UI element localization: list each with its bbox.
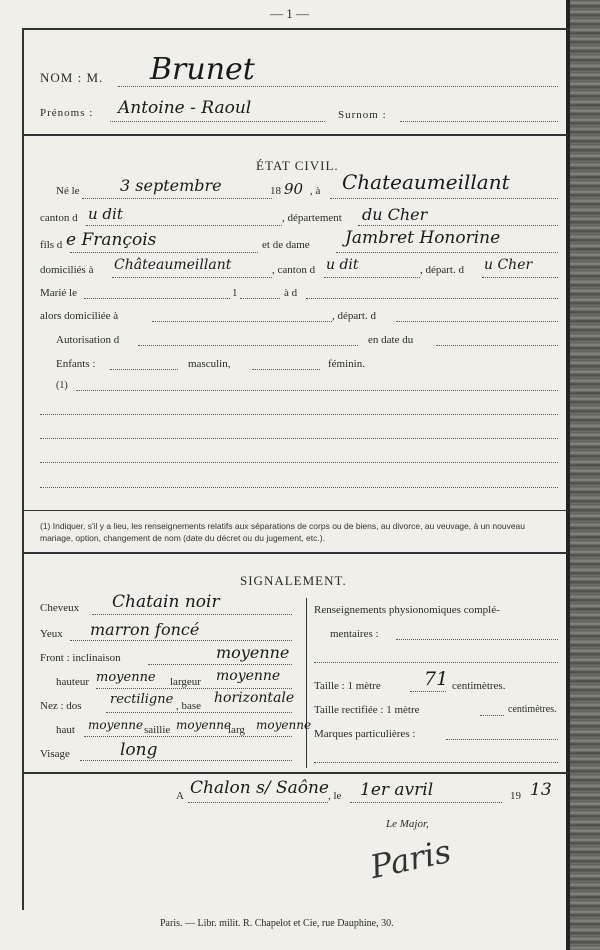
dame-line — [336, 252, 558, 253]
etat-civil-title: ÉTAT CIVIL. — [256, 158, 339, 173]
larg-value: moyenne — [256, 718, 312, 732]
hauteur-label: hauteur — [56, 676, 89, 688]
note-line-2 — [40, 414, 558, 415]
front-label: Front : inclinaison — [40, 652, 121, 664]
printer-footer: Paris. — Libr. milit. R. Chapelot et Cie, rue Dauphine, 30. — [160, 918, 394, 929]
taille-rect-line — [480, 715, 504, 716]
marques-line-2 — [314, 762, 558, 763]
mentaires-line — [396, 639, 558, 640]
feminin-label: féminin. — [328, 358, 365, 370]
enfants-line-2 — [252, 369, 320, 370]
autorisation-line — [138, 345, 358, 346]
hauteur-value: moyenne — [96, 670, 156, 685]
taille-value: 71 — [424, 668, 449, 690]
marie-label: Marié le — [40, 287, 77, 299]
note-line-1 — [76, 390, 558, 391]
hauteur-line — [96, 688, 292, 689]
nez-label: Nez : dos — [40, 700, 82, 712]
date-line — [350, 802, 502, 803]
front-line — [148, 664, 292, 665]
yeux-value: marron foncé — [90, 620, 200, 639]
larg-label: larg — [228, 724, 245, 736]
divider-3 — [24, 772, 568, 774]
marques-line — [446, 739, 558, 740]
a-d-line — [306, 298, 558, 299]
cheveux-value: Chatain noir — [112, 592, 220, 612]
canton2-value: u dit — [326, 257, 359, 273]
departement-line — [358, 225, 558, 226]
saillie-label: saillie — [144, 724, 171, 736]
depart-line — [482, 277, 558, 278]
centimetres-label: centimètres. — [452, 680, 506, 692]
nom-value: Brunet — [150, 52, 255, 87]
depart-label: , départ. d — [420, 264, 464, 276]
prenoms-label: Prénoms : — [40, 107, 94, 119]
note-marker: (1) — [56, 380, 68, 391]
nom-line — [118, 86, 558, 87]
sig-le-label: , le — [328, 790, 342, 802]
fils-value: e François — [66, 230, 157, 250]
nez-line — [106, 712, 292, 713]
canton-label: canton d — [40, 212, 78, 224]
ne-label: Né le — [56, 185, 80, 197]
depart2-line — [396, 321, 558, 322]
largeur-label: largeur — [170, 676, 201, 688]
marques-label: Marques particulières : — [314, 728, 416, 740]
major-label: Le Major, — [386, 818, 429, 830]
surnom-label: Surnom : — [338, 109, 387, 121]
visage-value: long — [120, 740, 158, 760]
front-value: moyenne — [216, 643, 290, 662]
a-d-label: à d — [284, 287, 298, 299]
marie-line — [84, 298, 230, 299]
depart2-label: , départ. d — [332, 310, 376, 322]
divider-1 — [24, 134, 568, 136]
alors-line — [152, 321, 332, 322]
largeur-value: moyenne — [216, 668, 281, 684]
surnom-line — [400, 121, 558, 122]
marie-year: 1 — [232, 287, 238, 299]
base-label: , base — [176, 700, 202, 712]
fils-label: fils d — [40, 239, 63, 251]
footnote: (1) Indiquer, s'il y a lieu, les renseignements relatifs aux séparations de corps ou de biens, au divorce, au veuvage, à un nouveau mariage, option, changement de nom (date du décret ou du jugement, etc.). — [40, 521, 525, 543]
note-line-4 — [40, 462, 558, 463]
domicilies-line — [112, 277, 272, 278]
departement-value: du Cher — [362, 205, 428, 224]
base-value: horizontale — [214, 690, 295, 706]
place-value: Chalon s/ Saône — [190, 778, 329, 798]
nez-dos-value: rectiligne — [110, 692, 174, 707]
prenoms-value: Antoine - Raoul — [118, 98, 252, 118]
taille-line — [410, 691, 446, 692]
mentaires-label: mentaires : — [330, 628, 379, 640]
year-prefix: 18 — [270, 185, 281, 197]
masculin-label: masculin, — [188, 358, 231, 370]
cheveux-label: Cheveux — [40, 602, 80, 614]
visage-label: Visage — [40, 748, 70, 760]
yeux-label: Yeux — [40, 628, 63, 640]
canton-value: u dit — [88, 205, 123, 223]
taille-label: Taille : 1 mètre — [314, 680, 381, 692]
centimet-label: centimètres. — [508, 704, 557, 715]
birthplace: Chateaumeillant — [342, 170, 510, 194]
haut-line — [84, 736, 292, 737]
taille-rect-label: Taille rectifiée : 1 mètre — [314, 704, 420, 716]
saillie-value: moyenne — [176, 718, 232, 732]
divider-footnote — [24, 510, 568, 511]
enfants-label: Enfants : — [56, 358, 96, 370]
sig-year-prefix: 19 — [510, 790, 521, 802]
note-line-3 — [40, 438, 558, 439]
domicilies-value: Châteaumeillant — [114, 257, 232, 273]
en-date-line — [436, 345, 558, 346]
date-value: 1er avril — [360, 780, 434, 800]
departement-label: , département — [282, 212, 342, 224]
ne-line — [82, 198, 272, 199]
cheveux-line — [92, 614, 292, 615]
autorisation-label: Autorisation d — [56, 334, 120, 346]
alors-label: alors domiciliée à — [40, 310, 119, 322]
nom-label: NOM : M. — [40, 70, 104, 85]
place-line — [188, 802, 328, 803]
prenoms-line — [110, 121, 325, 122]
a-label: , à — [310, 185, 321, 197]
major-signature: Paris — [366, 831, 455, 887]
fils-line — [70, 252, 258, 253]
haut-label: haut — [56, 724, 75, 736]
signalement-column-divider — [306, 598, 307, 768]
visage-line — [80, 760, 292, 761]
birthplace-line — [330, 198, 558, 199]
page-number: — 1 — — [270, 6, 309, 21]
canton2-label: , canton d — [272, 264, 316, 276]
domicilies-label: domiciliés à — [40, 264, 94, 276]
sig-year-value: 13 — [530, 780, 552, 800]
divider-2 — [24, 552, 568, 554]
haut-value: moyenne — [88, 718, 144, 732]
canton-line — [86, 225, 282, 226]
note-line-5 — [40, 487, 558, 488]
yeux-line — [70, 640, 292, 641]
depart-value: u Cher — [484, 257, 533, 273]
enfants-line-1 — [110, 369, 178, 370]
year-suffix: 90 — [284, 180, 304, 198]
marie-year-line — [240, 298, 280, 299]
en-date-label: en date du — [368, 334, 414, 346]
dame-label: et de dame — [262, 239, 310, 251]
renseignements-label: Renseignements physionomiques complé- — [314, 604, 500, 616]
binder-edge — [568, 0, 600, 950]
dame-value: Jambret Honorine — [345, 228, 501, 248]
signalement-title: SIGNALEMENT. — [240, 573, 347, 588]
mentaires-line-2 — [314, 662, 558, 663]
ne-date: 3 septembre — [120, 176, 222, 195]
sig-a-label: A — [176, 790, 184, 802]
canton2-line — [324, 277, 420, 278]
